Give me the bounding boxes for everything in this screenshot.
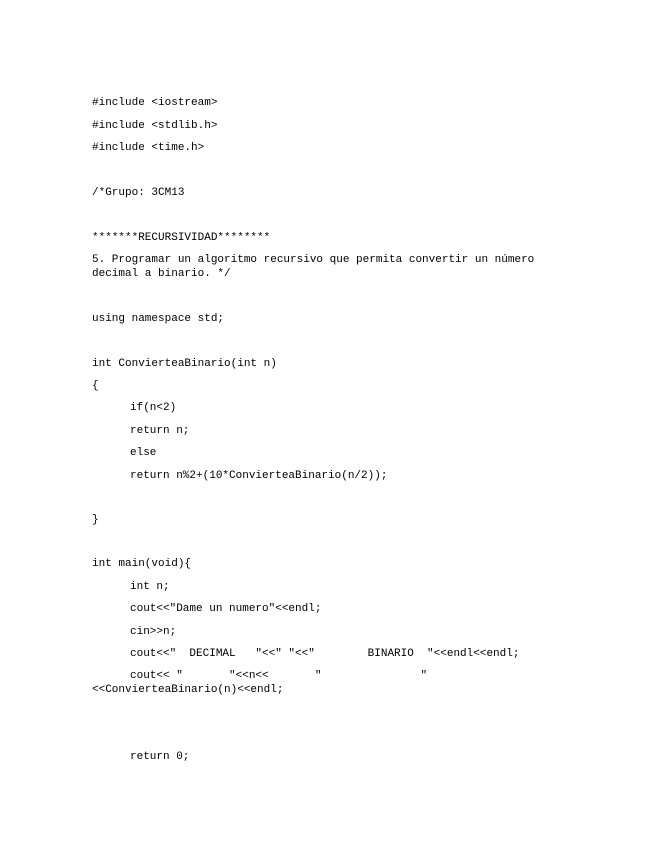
using-namespace-line: using namespace std;: [92, 313, 225, 325]
result-cout-line-1: cout<< " "<<n<< " ": [130, 670, 428, 682]
function-open-brace: {: [92, 380, 99, 392]
declare-n-line: int n;: [130, 581, 170, 593]
header-cout-line: cout<<" DECIMAL "<<" "<<" BINARIO "<<endl<<endl;: [130, 648, 520, 660]
comment-task-line-2: decimal a binario. */: [92, 268, 231, 280]
else-line: else: [130, 447, 157, 459]
prompt-cout-line: cout<<"Dame un numero"<<endl;: [130, 603, 322, 615]
function-signature-line: int ConviertеaBinario(int n): [92, 358, 277, 370]
include-iostream-line: #include <iostream>: [92, 97, 218, 109]
comment-title-line: *******RECURSIVIDAD********: [92, 232, 271, 244]
comment-group-line: /*Grupo: 3CM13: [92, 187, 185, 199]
comment-task-line-1: 5. Programar un algoritmo recursivo que permita convertir un número: [92, 254, 535, 266]
return-n-line: return n;: [130, 425, 190, 437]
include-time-line: #include <time.h>: [92, 142, 205, 154]
recursive-return-line: return n%2+(10*ConvierteaBinario(n/2));: [130, 470, 388, 482]
include-stdlib-line: #include <stdlib.h>: [92, 120, 218, 132]
result-cout-line-2: <<ConvierteaBinario(n)<<endl;: [92, 684, 284, 696]
cin-line: cin>>n;: [130, 626, 177, 638]
return-zero-line: return 0;: [130, 751, 190, 763]
if-condition-line: if(n<2): [130, 402, 177, 414]
main-signature-line: int main(void){: [92, 558, 192, 570]
function-close-brace: }: [92, 514, 99, 526]
